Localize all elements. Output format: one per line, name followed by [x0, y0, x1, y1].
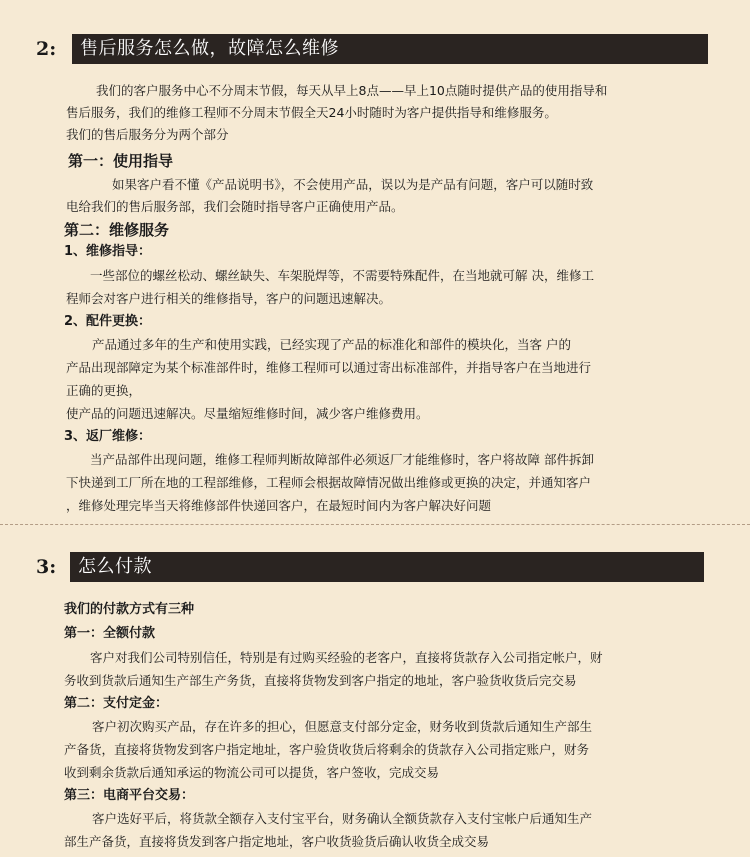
- paragraph-line: 客户对我们公司特别信任，特别是有过购买经验的老客户，直接将货款存入公司指定帐户，财: [90, 650, 603, 665]
- part-heading: 第一：使用指导: [68, 152, 174, 170]
- paragraph-line: 产品出现部障定为某个标准部件时，维修工程师可以通过寄出标准部件，并指导客户在当地进行: [66, 360, 592, 375]
- paragraph-line: 务收到货款后通知生产部生产务货，直接将货物发到客户指定的地址，客户验货收货后完交易: [64, 673, 577, 688]
- paragraph-line: 下快递到工厂所在地的工程部维修，工程师会根据故障情况做出维修或更换的决定，并通知客户: [66, 475, 592, 490]
- paragraph-line: 客户初次购买产品，存在许多的担心，但愿意支付部分定金，财务收到货款后通知生产部生: [92, 719, 593, 734]
- payment-method-title: 第一：全额付款: [64, 626, 156, 641]
- paragraph-line: ，维修处理完毕当天将维修部件快递回客户，在最短时间内为客户解决好问题: [66, 498, 492, 513]
- section-payment: [0, 530, 750, 857]
- section-number: 2:: [36, 38, 57, 60]
- intro-line: 售后服务，我们的维修工程师不分周末节假全天24小时随时为客户提供指导和维修服务。: [66, 105, 557, 120]
- payment-intro: 我们的付款方式有三种: [64, 602, 195, 617]
- part-heading: 第二：维修服务: [64, 221, 170, 239]
- paragraph-line: 产品通过多年的生产和使用实践，已经实现了产品的标准化和部件的模块化，当客 户的: [92, 337, 571, 352]
- intro-line: 我们的客户服务中心不分周末节假，每天从早上8点——早上10点随时提供产品的使用指导和: [96, 83, 608, 98]
- section-header: [0, 552, 750, 582]
- paragraph-line: 电给我们的售后服务部，我们会随时指导客户正确使用产品。: [66, 199, 404, 214]
- paragraph-line: 客户选好平后，将货款全额存入支付宝平台，财务确认全额货款存入支付宝帐户后通知生产: [92, 811, 593, 826]
- section-title: 怎么付款: [78, 556, 152, 577]
- item-title: 2、配件更换：: [64, 314, 152, 329]
- section-title-bar: [70, 552, 704, 582]
- paragraph-line: 部生产备货，直接将货发到客户指定地址，客户收货验货后确认收货全成交易: [64, 834, 490, 849]
- intro-line: 我们的售后服务分为两个部分: [66, 127, 229, 142]
- paragraph-line: 一些部位的螺丝松动、螺丝缺失、车架脱焊等，不需要特殊配件，在当地就可解 决，维修工: [90, 268, 594, 283]
- payment-method-title: 第三：电商平台交易：: [64, 788, 195, 803]
- section-title: 售后服务怎么做，故障怎么维修: [80, 38, 339, 59]
- paragraph-line: 产备货，直接将货物发到客户指定地址，客户验货收货后将剩余的货款存入公司指定账户，财务: [64, 742, 590, 757]
- paragraph-line: 收到剩余货款后通知承运的物流公司可以提货，客户签收，完成交易: [64, 765, 440, 780]
- section-header: [0, 34, 750, 64]
- section-number: 3:: [36, 556, 57, 578]
- section-title-bar: [72, 34, 708, 64]
- paragraph-line: 当产品部件出现问题，维修工程师判断故障部件必须返厂才能维修时，客户将故障 部件拆卸: [90, 452, 594, 467]
- paragraph-line: 正确的更换，: [66, 383, 142, 398]
- paragraph-line: 程师会对客户进行相关的维修指导，客户的问题迅速解决。: [66, 291, 392, 306]
- item-title: 3、返厂维修：: [64, 429, 152, 444]
- payment-method-title: 第二：支付定金：: [64, 696, 169, 711]
- item-title: 1、维修指导：: [64, 244, 152, 259]
- section-divider: [0, 524, 750, 525]
- paragraph-line: 使产品的问题迅速解决。尽量缩短维修时间，减少客户维修费用。: [66, 406, 429, 421]
- paragraph-line: 如果客户看不懂《产品说明书》，不会使用产品，误以为是产品有问题，客户可以随时致: [112, 177, 594, 192]
